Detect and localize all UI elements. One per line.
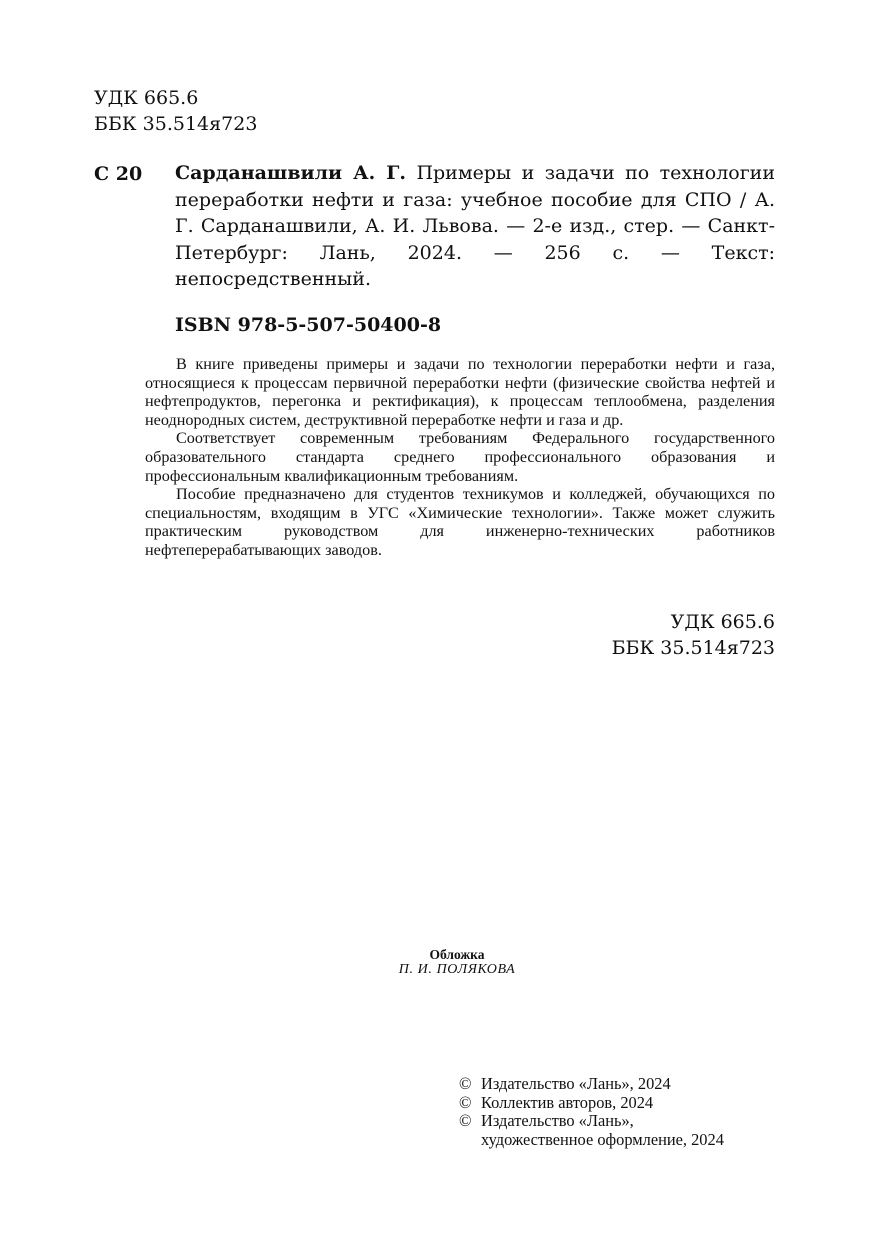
copyright-icon: ©	[459, 1074, 472, 1093]
bbk-code-top: ББК 35.514я723	[94, 113, 258, 135]
copyright-block	[459, 1075, 724, 1149]
copyright-line	[459, 1075, 724, 1094]
isbn-number: ISBN 978-5-507-50400-8	[175, 314, 442, 336]
udk-code-top: УДК 665.6	[94, 87, 199, 109]
annotation	[145, 355, 775, 560]
bibliographic-description: Примеры и задачи по технологии переработки нефти и газа: учебное пособие для СПО / А. Г. Сарданашвили, А. И. Львова. — 2-е изд., стер. — Санкт-Петербург: Лань, 2024. — 256 с. — Текст: непосредственный.	[175, 162, 775, 290]
cover-artist-name: П. И. ПОЛЯКОВА	[398, 962, 516, 977]
copyright-line	[459, 1094, 724, 1113]
copyright-text: Коллектив авторов, 2024	[481, 1092, 654, 1112]
copyright-icon: ©	[459, 1111, 472, 1131]
cover-credit-label: Обложка	[429, 947, 485, 962]
cutter-code: С 20	[94, 163, 143, 185]
udk-code-bottom: УДК 665.6	[670, 611, 775, 633]
copyright-text: Издательство «Лань»,	[481, 1111, 634, 1131]
bbk-code-bottom: ББК 35.514я723	[611, 637, 775, 659]
author-name: Сарданашвили А. Г.	[175, 162, 406, 184]
copyright-icon: ©	[459, 1092, 472, 1112]
annotation-paragraph: В книге приведены примеры и задачи по технологии переработки нефти и газа, относящиеся к процессам первичной переработки нефти (физические свойства нефтей и нефтепродуктов, перегонка и ректификация), к процессам теплообмена, разделения неоднородных систем, деструктивной переработке нефти и газа и др.	[145, 355, 775, 429]
bibliographic-record	[175, 160, 775, 293]
copyright-text: Издательство «Лань», 2024	[481, 1074, 671, 1093]
annotation-paragraph: Пособие предназначено для студентов техникумов и колледжей, обучающихся по специальностям, входящим в УГС «Химические технологии». Также может служить практическим руководством для инженерно-технических работников нефтеперерабатывающих заводов.	[145, 485, 775, 559]
copyright-line	[459, 1131, 724, 1150]
copyright-line	[459, 1112, 724, 1131]
copyright-text: художественное оформление, 2024	[481, 1129, 724, 1149]
annotation-paragraph: Соответствует современным требованиям Федерального государственного образовательного стандарта среднего профессионального образования и профессиональным квалификационным требованиям.	[145, 429, 775, 485]
